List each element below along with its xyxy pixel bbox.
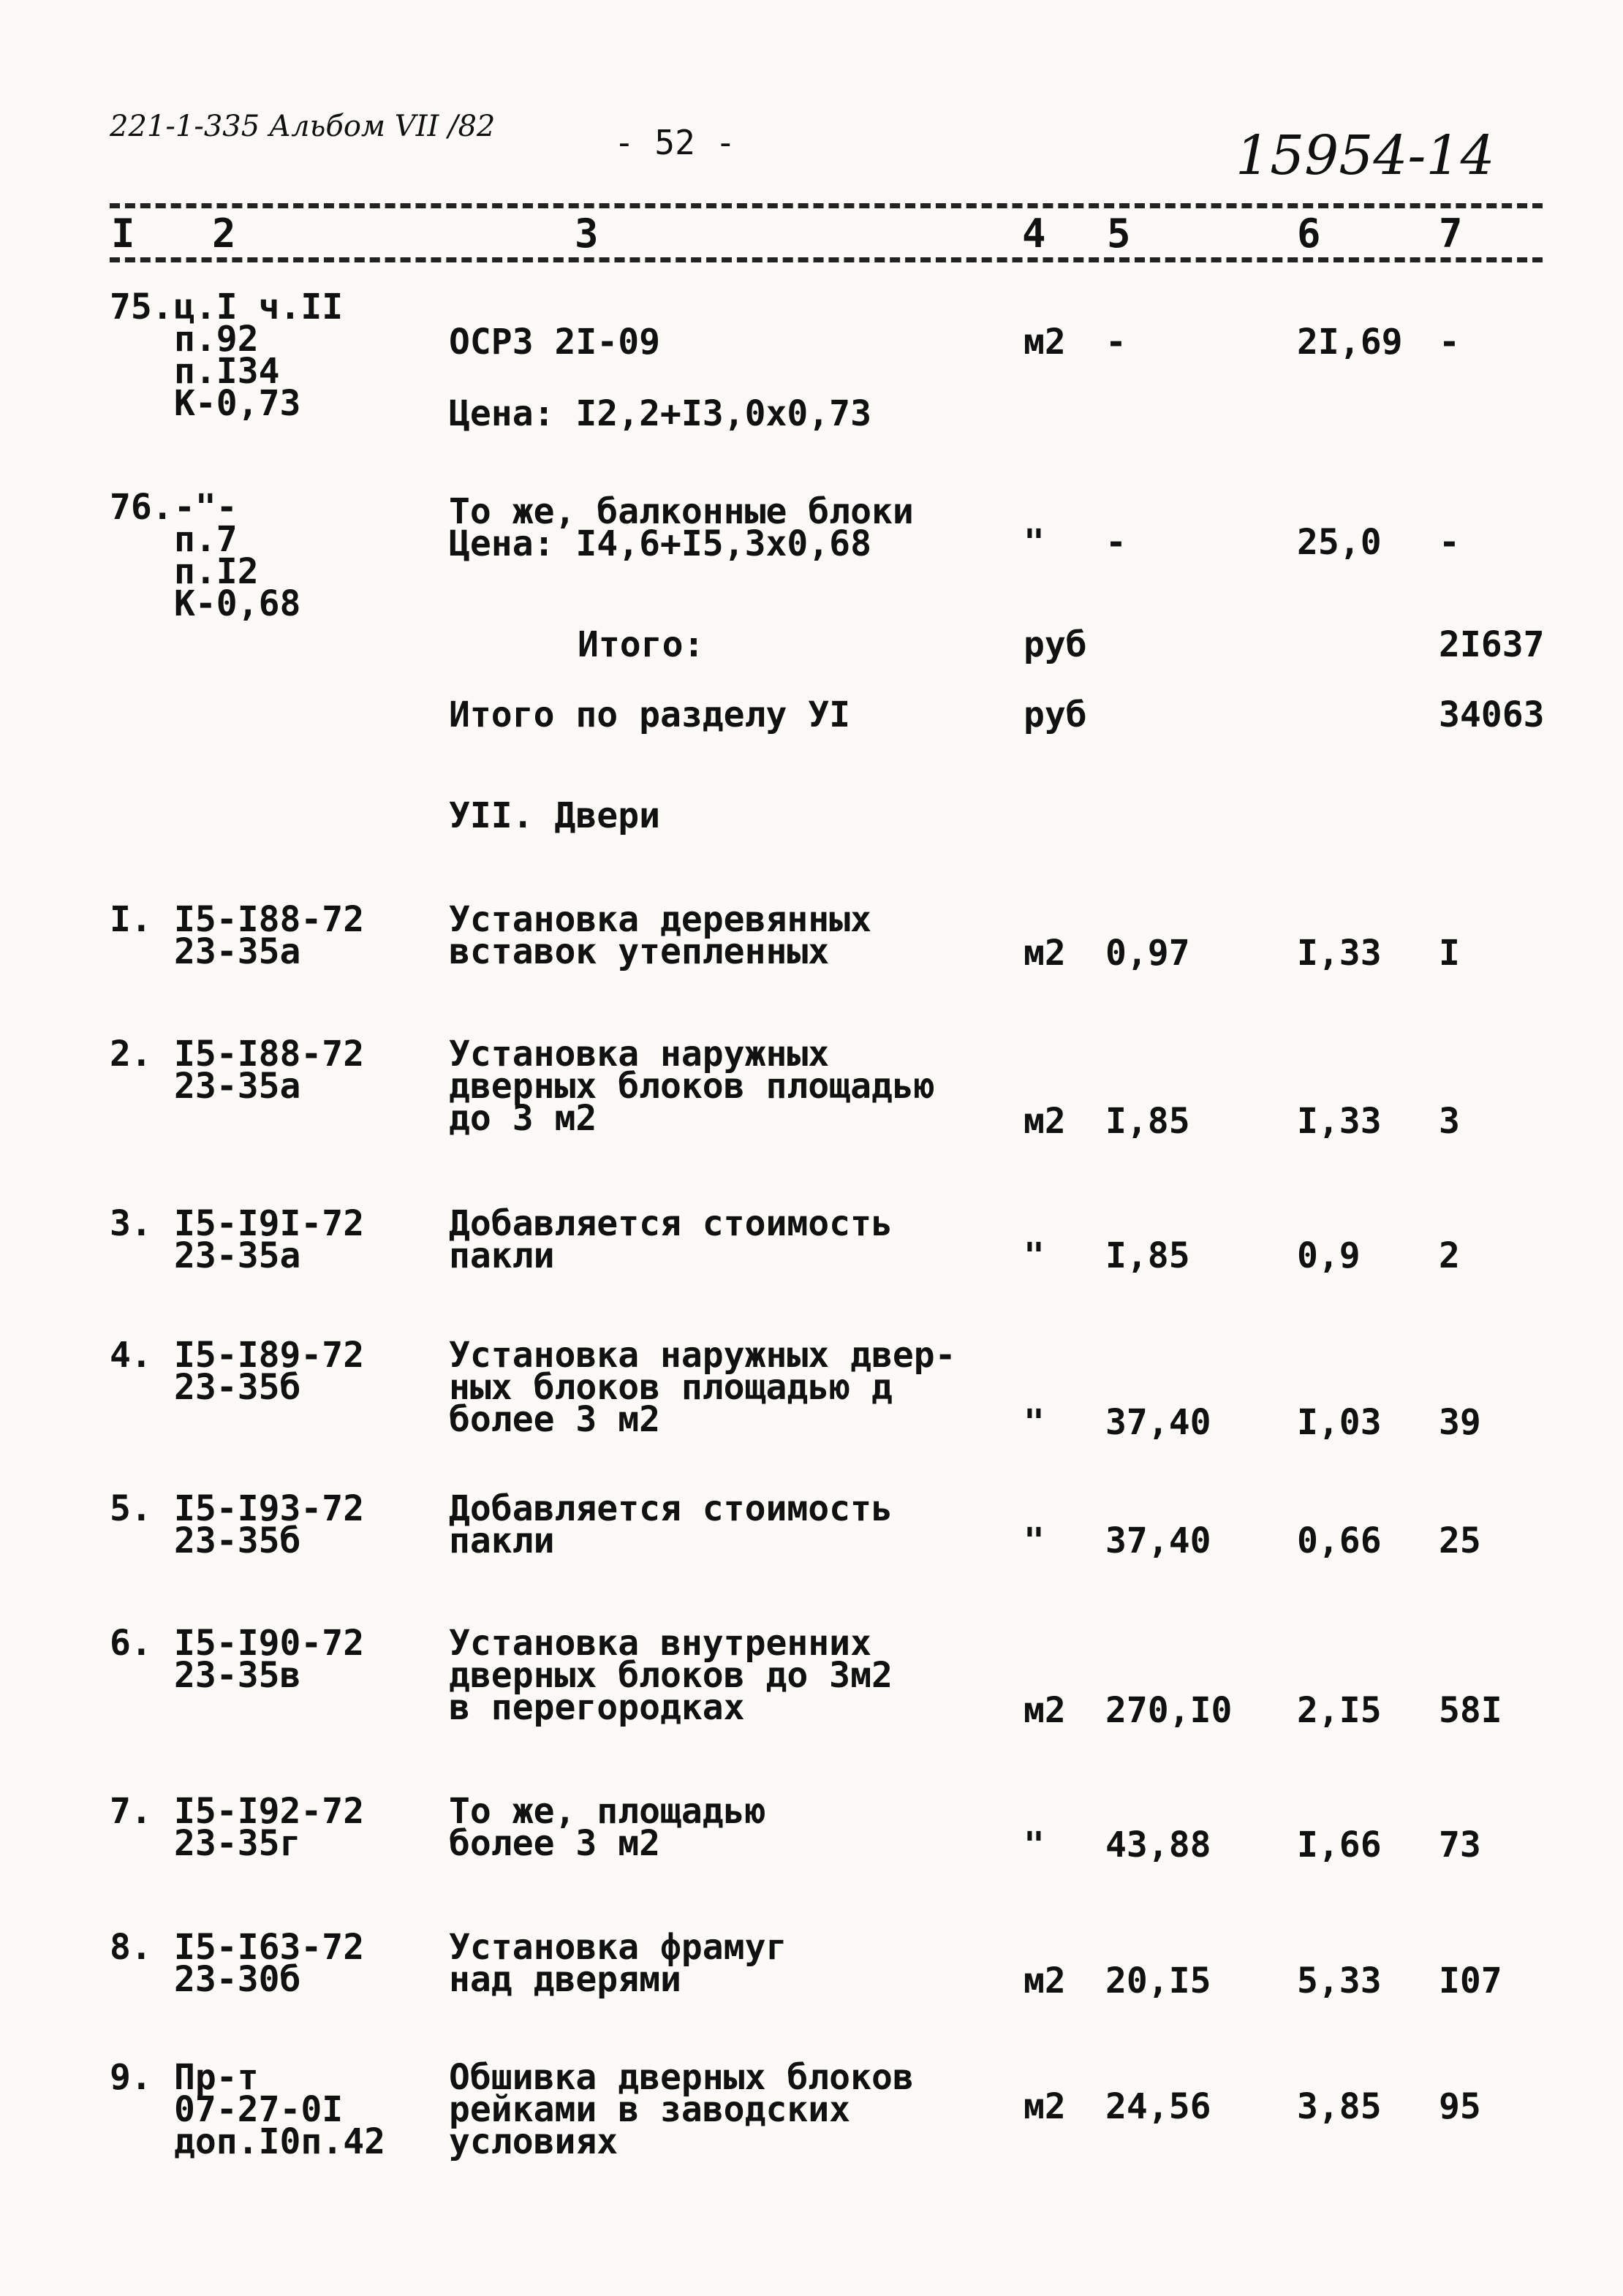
row-total: - [1439, 322, 1460, 363]
row-total: 25 [1439, 1520, 1481, 1561]
col-header-7: 7 [1439, 211, 1463, 257]
row-reference: I5-I88-72 23-35а [174, 899, 365, 972]
section-total-label: Итого по разделу УI [449, 694, 851, 735]
subtotal-label: Итого: [578, 624, 705, 665]
row-number: 3. [110, 1203, 152, 1244]
row-description: Обшивка дверных блоков рейками в заводских условиях [449, 2057, 914, 2162]
row-reference: I5-I88-72 23-35а [174, 1034, 365, 1107]
row-description: Установка внутренних дверных блоков до 3м2 в перегородках [449, 1623, 893, 1728]
col-header-3: 3 [575, 211, 599, 257]
row-unit-price: 25,0 [1297, 522, 1382, 563]
row-quantity: 270,I0 [1105, 1690, 1233, 1731]
col-header-5: 5 [1107, 211, 1131, 257]
row-description: Добавляется стоимость пакли [449, 1488, 893, 1561]
row-number: 5. [110, 1488, 152, 1529]
subtotal-unit: руб [1024, 624, 1087, 665]
row-unit-price: 2,I5 [1297, 1690, 1382, 1731]
subtotal-value: 2I637 [1439, 624, 1545, 665]
row-reference: ц.I ч.II п.92 п.I34 К-0,73 [174, 287, 344, 424]
row-quantity: - [1105, 322, 1127, 363]
row-total: 95 [1439, 2086, 1481, 2127]
row-reference: I5-I89-72 23-35б [174, 1335, 365, 1408]
row-total: I [1439, 933, 1460, 974]
row-total: 73 [1439, 1825, 1481, 1865]
row-reference: I5-I92-72 23-35г [174, 1791, 365, 1864]
row-description: Установка наружных дверных блоков площадью до 3 м2 [449, 1034, 935, 1139]
col-header-4: 4 [1022, 211, 1046, 257]
row-unit: " [1024, 1825, 1045, 1865]
row-description: То же, площадью более 3 м2 [449, 1791, 766, 1864]
album-reference: 221-1-335 Альбом VII /82 [110, 110, 496, 143]
row-total: 39 [1439, 1402, 1481, 1443]
row-unit: м2 [1024, 1690, 1066, 1731]
row-reference: -"- п.7 п.I2 К-0,68 [174, 487, 301, 624]
row-unit: " [1024, 1520, 1045, 1561]
row-unit-price: 0,66 [1297, 1520, 1382, 1561]
row-unit: м2 [1024, 1101, 1066, 1142]
row-unit: м2 [1024, 322, 1066, 363]
row-unit: " [1024, 522, 1045, 563]
row-description: Установка деревянных вставок утепленных [449, 899, 871, 972]
row-unit: " [1024, 1402, 1045, 1443]
row-unit: м2 [1024, 1960, 1066, 2001]
col-header-1: I [111, 211, 135, 257]
row-number: 7. [110, 1791, 152, 1832]
row-unit-price: I,03 [1297, 1402, 1382, 1443]
col-header-2: 2 [212, 211, 236, 257]
row-description: Установка фрамуг над дверями [449, 1927, 787, 2000]
row-description: То же, балконные блоки Цена: I4,6+I5,3х0,68 [449, 491, 914, 564]
row-quantity: 37,40 [1105, 1520, 1211, 1561]
row-number: 8. [110, 1927, 152, 1968]
section-total-unit: руб [1024, 694, 1087, 735]
row-quantity: - [1105, 522, 1127, 563]
row-unit-price: I,33 [1297, 1101, 1382, 1142]
section-total-value: 34063 [1439, 694, 1545, 735]
document-number: 15954-14 [1236, 124, 1495, 187]
row-total: - [1439, 522, 1460, 563]
row-reference: I5-I93-72 23-35б [174, 1488, 365, 1561]
row-reference: Пр-т 07-27-0I доп.I0п.42 [174, 2057, 385, 2162]
row-unit: " [1024, 1235, 1045, 1276]
row-unit-price: 0,9 [1297, 1235, 1361, 1276]
row-quantity: 37,40 [1105, 1402, 1211, 1443]
header-rule-bottom [110, 257, 1543, 262]
row-number: 9. [110, 2057, 152, 2098]
row-unit-price: 2I,69 [1297, 322, 1403, 363]
row-price-formula: Цена: I2,2+I3,0х0,73 [449, 393, 871, 434]
header-rule-top [110, 203, 1543, 208]
row-unit-price: 3,85 [1297, 2086, 1382, 2127]
row-quantity: I,85 [1105, 1235, 1190, 1276]
row-unit-price: I,66 [1297, 1825, 1382, 1865]
row-number: 2. [110, 1034, 152, 1075]
row-number: 6. [110, 1623, 152, 1664]
row-reference: I5-I90-72 23-35в [174, 1623, 365, 1696]
row-description: Установка наружных двер- ных блоков площадью д более 3 м2 [449, 1335, 956, 1440]
row-quantity: 0,97 [1105, 933, 1190, 974]
row-total: 2 [1439, 1235, 1460, 1276]
row-quantity: 20,I5 [1105, 1960, 1211, 2001]
row-reference: I5-I9I-72 23-35а [174, 1203, 365, 1276]
section-heading: УII. Двери [449, 795, 660, 836]
row-quantity: I,85 [1105, 1101, 1190, 1142]
row-total: 58I [1439, 1690, 1502, 1731]
page-number: - 52 - [614, 123, 736, 162]
row-number: I. [110, 899, 152, 940]
row-total: 3 [1439, 1101, 1460, 1142]
row-number: 76. [110, 487, 173, 528]
row-description: ОСРЗ 2I-09 [449, 322, 660, 363]
row-number: 4. [110, 1335, 152, 1376]
row-number: 75. [110, 287, 173, 327]
row-description: Добавляется стоимость пакли [449, 1203, 893, 1276]
row-unit-price: 5,33 [1297, 1960, 1382, 2001]
row-unit-price: I,33 [1297, 933, 1382, 974]
row-quantity: 24,56 [1105, 2086, 1211, 2127]
row-total: I07 [1439, 1960, 1502, 2001]
row-unit: м2 [1024, 2086, 1066, 2127]
col-header-6: 6 [1297, 211, 1321, 257]
row-quantity: 43,88 [1105, 1825, 1211, 1865]
row-reference: I5-I63-72 23-30б [174, 1927, 365, 2000]
row-unit: м2 [1024, 933, 1066, 974]
